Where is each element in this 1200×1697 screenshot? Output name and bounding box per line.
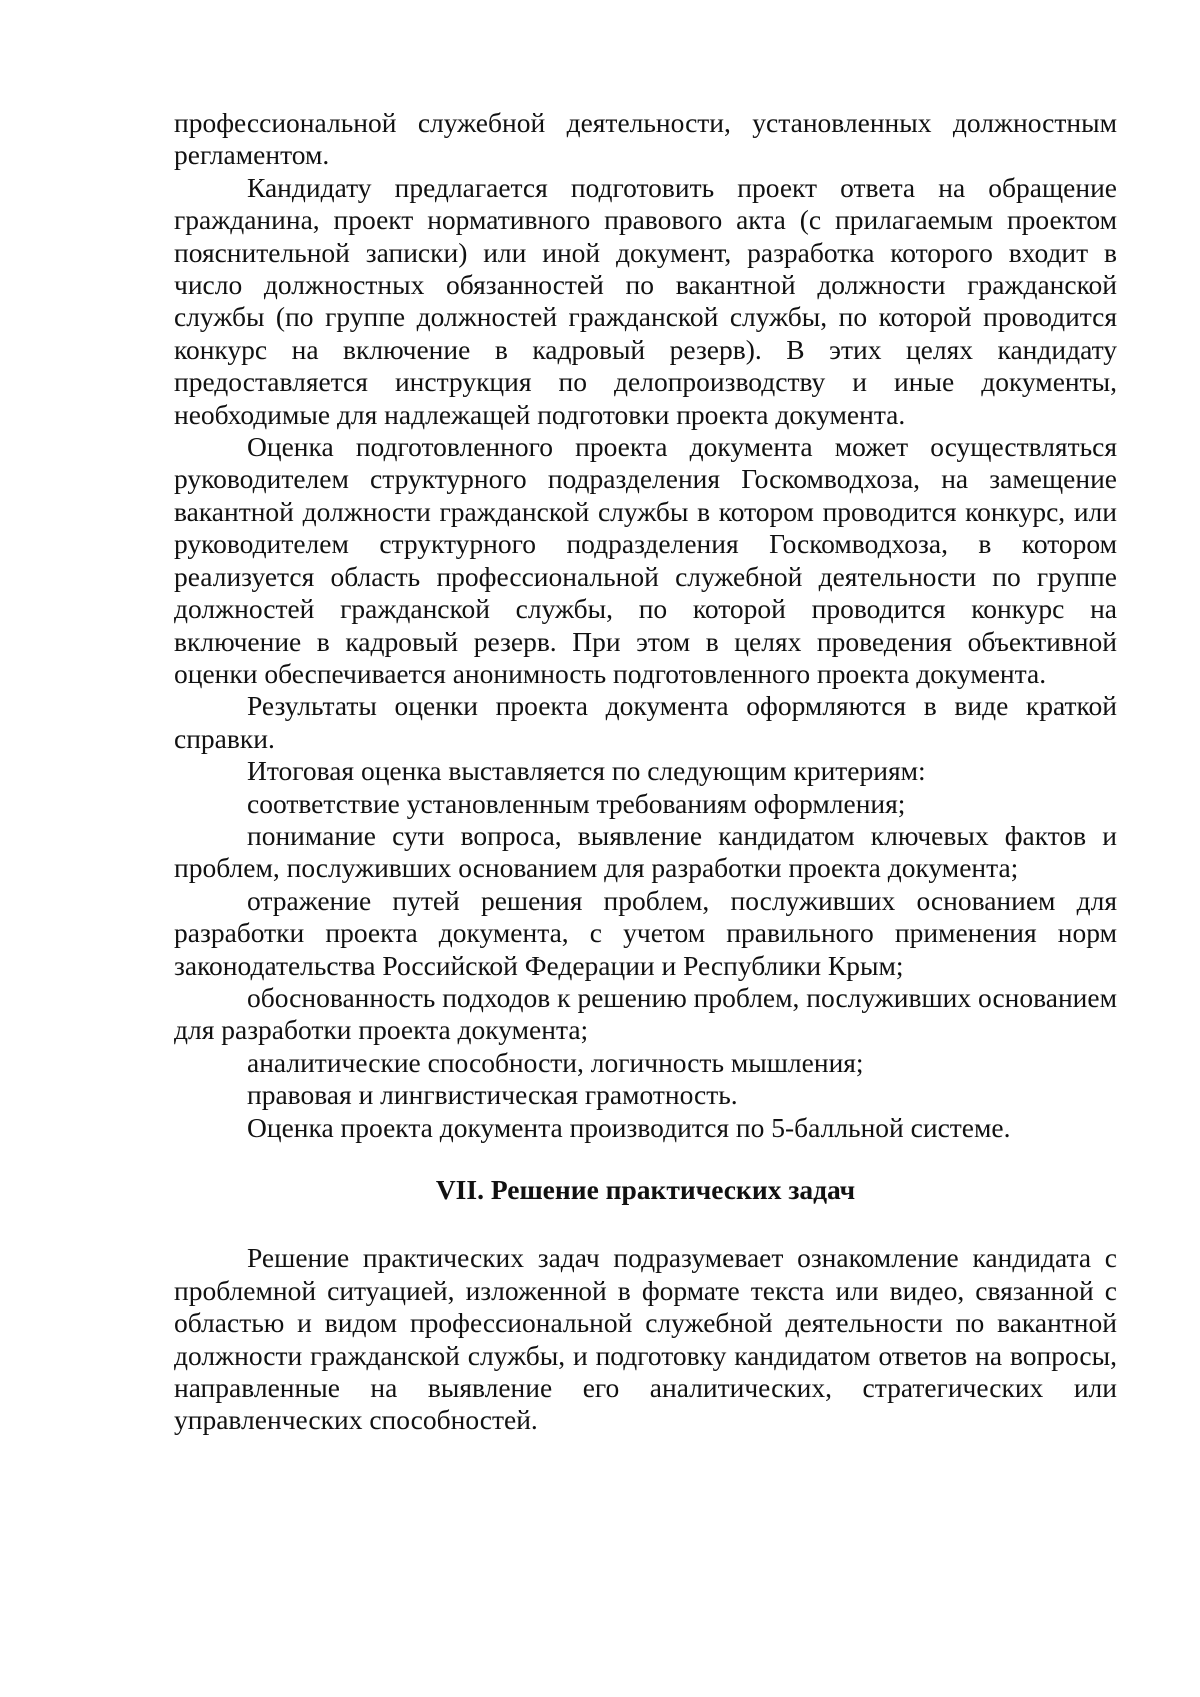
paragraph-scoring: Оценка проекта документа производится по 5-балльной системе.: [247, 1111, 1011, 1143]
section-heading: VII. Решение практических задач: [435, 1174, 856, 1205]
criterion-item: обоснованность подходов к решению проблем, послуживших основанием для разработки проекта документа;: [174, 981, 1117, 1046]
paragraph-candidate-task: Кандидату предлагается подготовить проект ответа на обращение гражданина, проект нормативного правового акта (с прилагаемым проектом пояснительной записки) или иной документ, разработка которого входит в число должностных обязанностей по вакантной должности гражданской службы (по группе должностей гражданской службы, по которой проводится конкурс на включение в кадровый резерв). В этих целях кандидату предоставляется инструкция по делопроизводству и иные документы, необходимые для надлежащей подготовки проекта документа.: [174, 171, 1117, 430]
paragraph-evaluation: Оценка подготовленного проекта документа может осуществляться руководителем структурного подразделения Госкомводхоза, на замещение вакантной должности гражданской службы в котором проводится конкурс, или руководителем структурного подразделения Госкомводхоза, в котором реализуется область профессиональной служебной деятельности по группе должностей гражданской службы, по которой проводится конкурс на включение в кадровый резерв. При этом в целях проведения объективной оценки обеспечивается анонимность подготовленного проекта документа.: [174, 431, 1117, 689]
criterion-item: аналитические способности, логичность мышления;: [247, 1046, 864, 1078]
paragraph-continuation: профессиональной служебной деятельности, установленных должностным регламентом.: [174, 107, 1117, 171]
criterion-item: отражение путей решения проблем, послуживших основанием для разработки проекта документа, с учетом правильного применения норм законодательства Российской Федерации и Республики Крым;: [174, 884, 1117, 981]
criterion-item: понимание сути вопроса, выявление кандидатом ключевых фактов и проблем, послуживших основанием для разработки проекта документа;: [174, 819, 1117, 884]
paragraph-criteria-intro: Итоговая оценка выставляется по следующим критериям:: [247, 755, 926, 787]
criterion-item: соответствие установленным требованиям оформления;: [247, 787, 906, 819]
paragraph-results: Результаты оценки проекта документа оформляются в виде краткой справки.: [174, 690, 1117, 754]
document-page: [174, 107, 1117, 1437]
paragraph-practical-tasks: Решение практических задач подразумевает ознакомление кандидата с проблемной ситуацией, изложенной в формате текста или видео, связанной с областью и видом профессиональной служебной деятельности по вакантной должности гражданской службы, и подготовку кандидатом ответов на вопросы, направленные на выявление его аналитических, стратегических или управленческих способностей.: [174, 1242, 1117, 1436]
criterion-item: правовая и лингвистическая грамотность.: [247, 1079, 738, 1111]
